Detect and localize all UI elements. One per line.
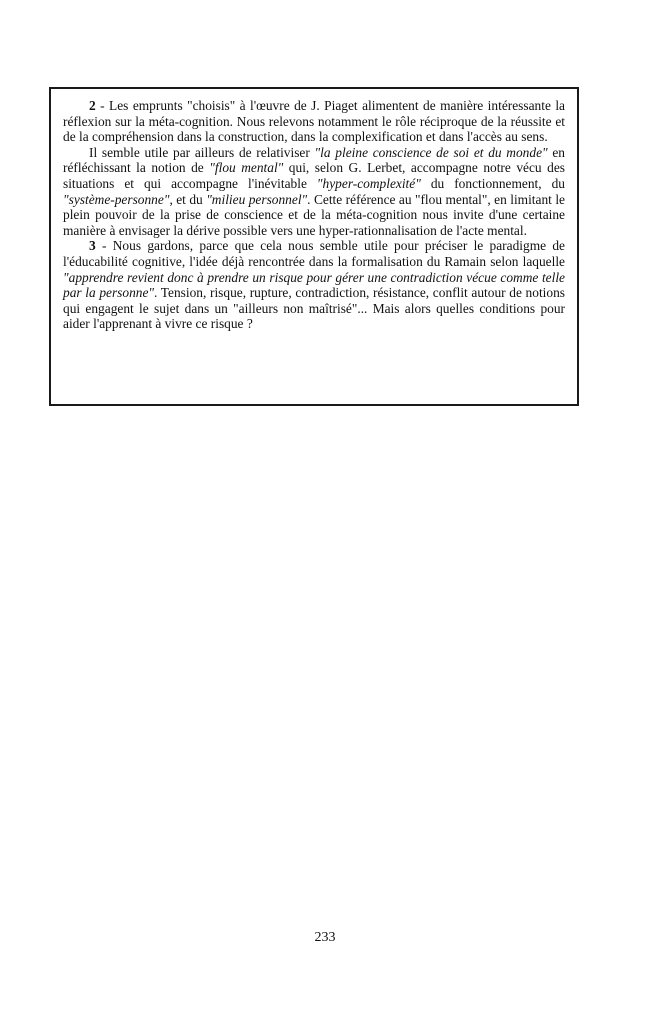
text-run: - Les emprunts "choisis" à l'œuvre de J. Piaget alimentent de manière intéressante la réflexion sur la méta-cognition. Nous relevons notamment le rôle réciproque de la réussite et de la compréhension dans la construction, dans la complexification et dans l'accès au sens. — [63, 98, 565, 145]
quoted-phrase: "système-personne" — [63, 191, 170, 207]
quoted-phrase: "flou mental" — [209, 160, 284, 176]
quoted-phrase: "hyper-complexité" — [316, 175, 421, 191]
text-run: en réfléchissant la notion de — [63, 144, 565, 176]
text-run: du fonctionnement, du — [420, 175, 565, 191]
text-run: - Nous gardons, parce que cela nous semble utile pour préciser le paradigme de l'éducabilité cognitive, l'idée déjà rencontrée dans la formalisation du Ramain selon laquelle — [63, 238, 565, 269]
quoted-phrase: "la pleine conscience de soi et du monde" — [314, 144, 548, 160]
text-run: . Tension, risque, rupture, contradiction, résistance, conflit autour de notions qui engagent le sujet dans un "ailleurs non maîtrisé"... Mais alors quelles conditions pour aider l'apprenant à vivre ce risque ? — [63, 285, 565, 332]
section-number: 3 — [89, 238, 96, 254]
paragraph-flou-mental — [63, 145, 565, 239]
text-box — [49, 87, 579, 406]
text-run: , et du — [169, 191, 207, 207]
page-number: 233 — [314, 930, 336, 945]
quoted-phrase: "apprendre revient donc à prendre un risque pour gérer une contradiction vécue comme telle par la personne" — [63, 269, 565, 301]
paragraph-risque — [63, 238, 565, 332]
text-run: . Cette référence au "flou mental", en limitant le plein pouvoir de la prise de conscience et de la méta-cognition nous invite d'une certaine manière à envisager la dérive possible vers une hyper-rationnalisation de l'acte mental. — [63, 191, 565, 238]
paragraph-piaget — [63, 98, 565, 145]
text-run: Il semble utile par ailleurs de relativiser — [89, 144, 315, 160]
quoted-phrase: "milieu personnel" — [206, 191, 308, 207]
section-number: 2 — [89, 98, 96, 113]
text-run: qui, selon G. Lerbet, accompagne notre vécu des situations et qui accompagne l'inévitable — [63, 160, 565, 191]
